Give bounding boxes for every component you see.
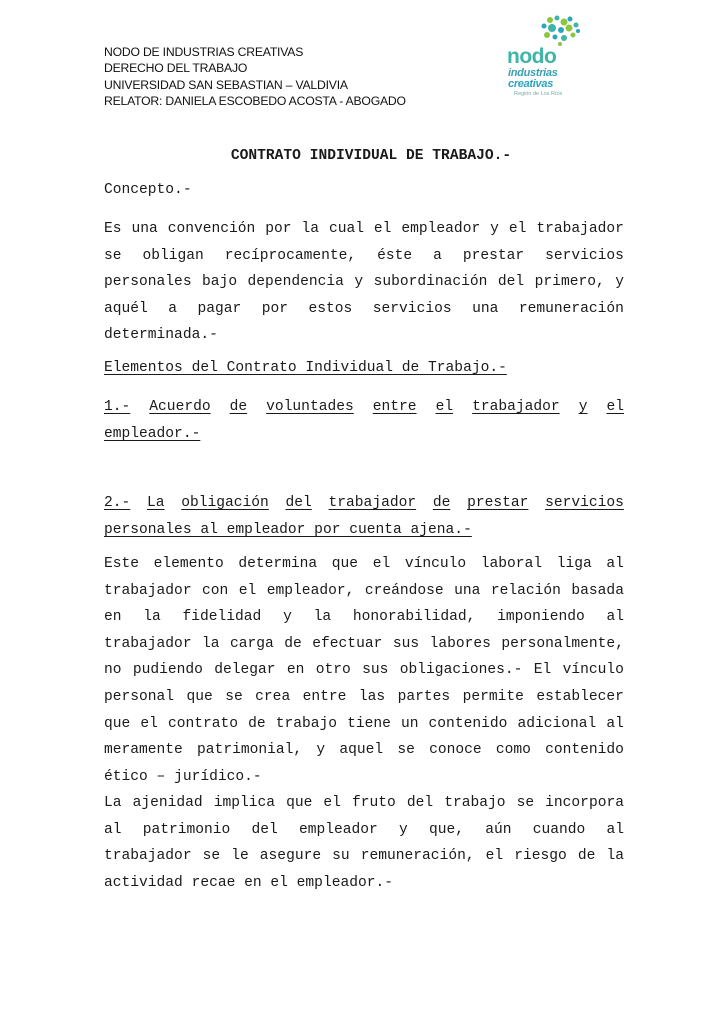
word: al bbox=[606, 821, 624, 838]
word: personalmente, bbox=[501, 635, 624, 652]
word: y bbox=[578, 399, 588, 415]
word: trabajo bbox=[444, 795, 506, 811]
word: trabajo bbox=[275, 715, 337, 732]
word: servicios bbox=[545, 247, 624, 264]
word: su bbox=[332, 848, 350, 865]
paragraph-concepto bbox=[104, 216, 624, 349]
word: establecer bbox=[536, 688, 624, 705]
word: al bbox=[104, 821, 122, 838]
word: partes bbox=[397, 688, 451, 705]
word: La bbox=[147, 495, 165, 511]
word: que bbox=[286, 795, 313, 811]
paragraph-line bbox=[104, 216, 624, 243]
word: aquél bbox=[104, 300, 148, 317]
item-line: empleador.- bbox=[104, 425, 201, 442]
word: aún bbox=[485, 821, 512, 838]
word: trabajador bbox=[104, 582, 192, 599]
word: una bbox=[472, 300, 499, 317]
word: una bbox=[131, 221, 158, 237]
word: cual bbox=[328, 221, 364, 237]
word: dependencia bbox=[247, 274, 344, 291]
word: el bbox=[140, 715, 158, 732]
paragraph-line: determinada.- bbox=[104, 327, 218, 344]
word: relación bbox=[490, 582, 561, 599]
paragraph-line bbox=[104, 657, 624, 684]
word: servicios bbox=[372, 300, 452, 317]
paragraph-ajenidad bbox=[104, 790, 624, 896]
word: subordinación bbox=[373, 274, 488, 291]
word: personal bbox=[104, 688, 175, 705]
word: prestar bbox=[462, 247, 525, 264]
word: que bbox=[331, 556, 359, 572]
word: se bbox=[202, 848, 221, 865]
word: el bbox=[238, 582, 257, 599]
word: empleador bbox=[298, 821, 378, 838]
word: del bbox=[251, 821, 278, 838]
word: asegure bbox=[259, 848, 322, 865]
word: el bbox=[373, 221, 392, 237]
word: conoce bbox=[429, 742, 482, 759]
word: las bbox=[358, 688, 386, 705]
word: remuneración, bbox=[360, 848, 475, 865]
word: la bbox=[143, 609, 161, 626]
word: pudiendo bbox=[132, 662, 203, 679]
item-line bbox=[104, 394, 624, 421]
word: se bbox=[104, 247, 122, 264]
word: a bbox=[168, 300, 178, 317]
word: efectuar bbox=[312, 635, 383, 652]
word: trabajador bbox=[472, 399, 560, 415]
word: Es bbox=[104, 221, 122, 237]
word: le bbox=[231, 848, 249, 865]
paragraph-line: actividad recae en el empleador.- bbox=[104, 874, 394, 891]
paragraph-line bbox=[104, 578, 624, 605]
word: obligación bbox=[181, 495, 269, 511]
word: obligan bbox=[142, 247, 204, 264]
word: la bbox=[301, 221, 319, 237]
word: sus bbox=[392, 635, 420, 652]
header-speaker: RELATOR: DANIELA ESCOBEDO ACOSTA - ABOGADO bbox=[104, 94, 406, 109]
logo-tagline: Región de Los Ríos bbox=[514, 91, 563, 97]
word: al bbox=[606, 609, 624, 626]
word: contenido bbox=[428, 715, 508, 732]
word: el bbox=[372, 556, 391, 572]
word: carga bbox=[230, 635, 274, 652]
word: crea bbox=[255, 688, 291, 705]
word: Acuerdo bbox=[149, 399, 211, 415]
word: aquel bbox=[339, 742, 384, 759]
word: tiene bbox=[347, 715, 391, 732]
paragraph-line bbox=[104, 269, 624, 296]
paragraph-line bbox=[104, 790, 624, 817]
word: creándose bbox=[364, 582, 444, 599]
word: primero, bbox=[534, 274, 605, 291]
item-line: personales al empleador por cuenta ajena.- bbox=[104, 521, 472, 538]
word: y bbox=[615, 274, 624, 291]
word: y bbox=[354, 274, 364, 291]
paragraph-line: ético – jurídico.- bbox=[104, 768, 262, 785]
word: del bbox=[497, 274, 525, 291]
word: patrimonio bbox=[142, 821, 231, 838]
word: el bbox=[323, 795, 341, 811]
word: no bbox=[104, 662, 122, 679]
paragraph-line bbox=[104, 296, 624, 323]
elementos-heading-block bbox=[104, 355, 624, 382]
word: honorabilidad, bbox=[352, 609, 476, 626]
word: 1.- bbox=[104, 399, 131, 415]
word: trabajador bbox=[536, 221, 624, 237]
word: en bbox=[286, 662, 305, 679]
paragraph-line bbox=[104, 631, 624, 658]
word: a bbox=[433, 247, 442, 264]
word: La bbox=[104, 795, 122, 811]
element-item-1 bbox=[104, 394, 624, 447]
word: y bbox=[316, 742, 326, 759]
word: éste bbox=[377, 247, 413, 264]
nodo-logo bbox=[504, 14, 584, 100]
word: adicional bbox=[517, 715, 597, 732]
word: 2.- bbox=[104, 495, 131, 511]
word: empleador, bbox=[266, 582, 355, 599]
logo-wordmark: nodo bbox=[507, 45, 557, 68]
word: laboral bbox=[480, 556, 543, 572]
logo-subtitle-industrias: industrias bbox=[508, 67, 558, 79]
word: obligaciones.- bbox=[399, 662, 523, 679]
word: otro bbox=[315, 662, 351, 679]
word: vínculo bbox=[404, 556, 467, 572]
word: que bbox=[186, 688, 213, 705]
paragraph-line bbox=[104, 684, 624, 711]
header-university: UNIVERSIDAD SAN SEBASTIAN – VALDIVIA bbox=[104, 77, 348, 92]
word: entre bbox=[302, 688, 347, 705]
word: con bbox=[202, 582, 229, 599]
word: labores bbox=[429, 635, 491, 652]
word: meramente bbox=[104, 742, 183, 759]
paragraph-line bbox=[104, 843, 624, 870]
word: El bbox=[533, 662, 552, 679]
paragraph-line bbox=[104, 737, 624, 764]
paragraph-line bbox=[104, 817, 624, 844]
word: el bbox=[606, 399, 624, 415]
word: estos bbox=[308, 300, 353, 317]
word: el bbox=[508, 221, 527, 237]
word: la bbox=[202, 635, 220, 652]
word: de bbox=[432, 495, 451, 511]
word: remuneración bbox=[518, 300, 624, 317]
word: imponiendo bbox=[497, 609, 585, 626]
word: pagar bbox=[197, 300, 242, 317]
word: por bbox=[261, 300, 289, 317]
word: vínculo bbox=[562, 662, 624, 679]
paragraph-line bbox=[104, 604, 624, 631]
word: Este bbox=[104, 556, 140, 572]
word: se bbox=[225, 688, 243, 705]
logo-subtitle-creativas: creativas bbox=[508, 78, 554, 90]
word: al bbox=[606, 556, 624, 572]
word: de bbox=[248, 715, 266, 732]
word: que, bbox=[428, 821, 465, 838]
word: elemento bbox=[153, 556, 224, 572]
concepto-heading: Concepto.- bbox=[104, 182, 192, 198]
word: liga bbox=[556, 556, 592, 572]
word: y bbox=[490, 221, 499, 237]
word: de bbox=[577, 848, 596, 865]
word: de bbox=[284, 635, 302, 652]
word: cuando bbox=[532, 821, 586, 838]
word: del bbox=[285, 495, 312, 511]
concepto-heading-block bbox=[104, 177, 624, 204]
document-title: CONTRATO INDIVIDUAL DE TRABAJO.- bbox=[230, 148, 512, 164]
word: contenido bbox=[545, 742, 624, 759]
word: trabajador bbox=[104, 848, 192, 865]
word: contrato bbox=[167, 715, 239, 732]
word: personales bbox=[104, 274, 192, 291]
elementos-heading: Elementos del Contrato Individual de Trabajo.- bbox=[104, 360, 507, 376]
word: delegar bbox=[214, 662, 276, 679]
word: y bbox=[399, 821, 408, 838]
word: al bbox=[606, 715, 624, 732]
word: convención bbox=[167, 221, 256, 237]
word: patrimonial, bbox=[197, 742, 303, 759]
word: del bbox=[406, 795, 434, 811]
word: ajenidad bbox=[132, 795, 203, 811]
word: y bbox=[283, 609, 292, 626]
header-organization: NODO DE INDUSTRIAS CREATIVAS bbox=[104, 45, 304, 59]
word: entre bbox=[372, 399, 417, 415]
word: basada bbox=[571, 582, 624, 599]
word: un bbox=[400, 715, 419, 732]
word: fruto bbox=[352, 795, 396, 811]
word: determina bbox=[238, 556, 318, 572]
word: como bbox=[495, 742, 531, 759]
word: sus bbox=[362, 662, 389, 679]
word: incorpora bbox=[545, 795, 624, 811]
word: la bbox=[313, 609, 332, 626]
word: la bbox=[606, 848, 624, 865]
word: implica bbox=[213, 795, 276, 811]
word: en bbox=[104, 609, 122, 626]
word: se bbox=[397, 742, 415, 759]
word: una bbox=[454, 582, 481, 599]
word: trabajador bbox=[104, 635, 192, 652]
paragraph-line bbox=[104, 711, 624, 738]
word: se bbox=[516, 795, 535, 811]
word: que bbox=[104, 715, 131, 732]
paragraph-line bbox=[104, 243, 624, 270]
word: prestar bbox=[467, 495, 529, 511]
paragraph-line bbox=[104, 551, 624, 578]
word: el bbox=[435, 399, 454, 415]
word: voluntades bbox=[266, 399, 354, 415]
document-header bbox=[104, 44, 406, 110]
word: trabajador bbox=[328, 495, 417, 511]
word: servicios bbox=[545, 495, 624, 511]
header-course: DERECHO DEL TRABAJO bbox=[104, 61, 248, 76]
word: permite bbox=[462, 688, 524, 705]
word: por bbox=[265, 221, 292, 237]
word: fidelidad bbox=[182, 609, 262, 626]
word: empleador bbox=[401, 221, 481, 237]
element-item-2 bbox=[104, 490, 624, 543]
word: riesgo bbox=[514, 848, 567, 865]
paragraph-vinculo bbox=[104, 551, 624, 790]
word: el bbox=[485, 848, 504, 865]
word: de bbox=[229, 399, 248, 415]
item-line bbox=[104, 490, 624, 517]
word: recíprocamente, bbox=[224, 247, 357, 264]
word: bajo bbox=[202, 274, 238, 291]
